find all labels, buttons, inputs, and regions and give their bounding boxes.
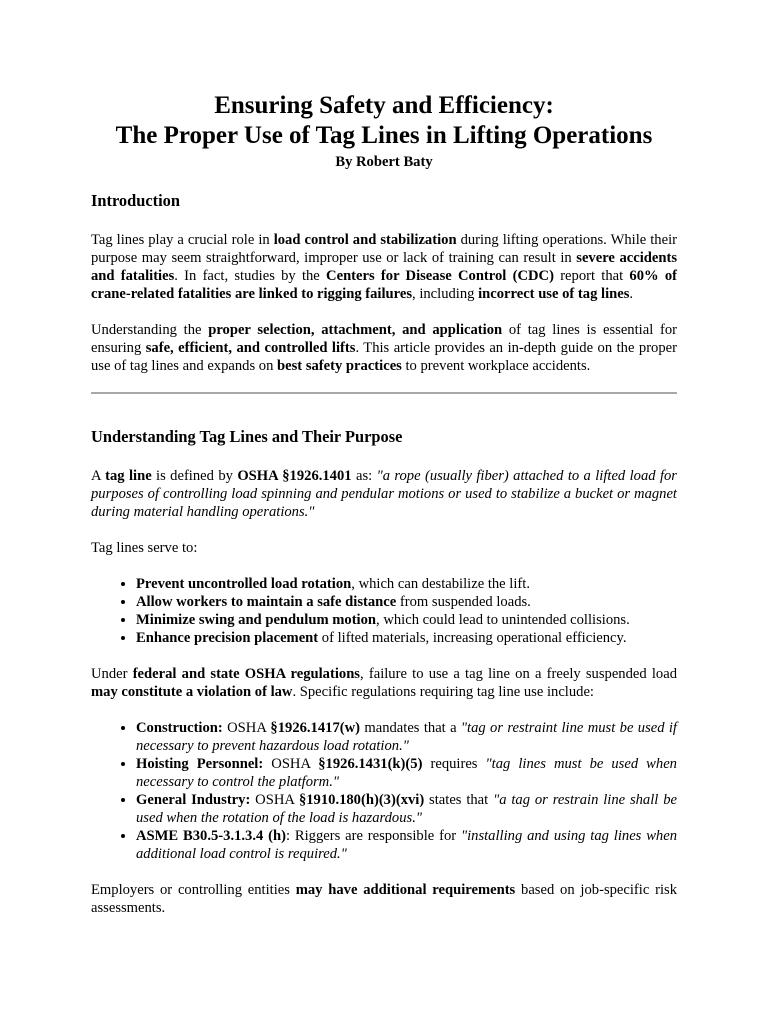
list-item bbox=[136, 629, 677, 647]
section-divider bbox=[91, 392, 677, 394]
italic-quote-run: "a tag or restrain line shall be used when the rotation of the load is hazardous." bbox=[136, 792, 677, 826]
closing-paragraph bbox=[91, 881, 677, 917]
bold-run: severe accidents and fatalities bbox=[91, 250, 678, 284]
bold-run: load control and stabilization bbox=[273, 232, 457, 248]
bold-run: Hoisting Personnel: bbox=[136, 756, 264, 772]
bold-run: §1926.1417(w) bbox=[270, 720, 361, 736]
list-item bbox=[136, 827, 677, 863]
bold-run: may have additional requirements bbox=[295, 882, 516, 898]
text-run: . In fact, studies by the bbox=[174, 268, 327, 284]
text-run: , failure to use a tag line on a freely suspended load bbox=[360, 666, 678, 682]
tag-line-definition-paragraph bbox=[91, 467, 677, 521]
bold-run: safe, efficient, and controlled lifts bbox=[145, 340, 356, 356]
text-run: as: bbox=[351, 468, 377, 484]
document-title bbox=[91, 91, 677, 151]
bold-run: ASME B30.5-3.1.3.4 (h) bbox=[136, 828, 286, 844]
bold-run: Centers for Disease Control (CDC) bbox=[326, 268, 554, 284]
list-item bbox=[136, 791, 677, 827]
text-run: Tag lines play a crucial role in bbox=[91, 232, 274, 248]
title-line-2: The Proper Use of Tag Lines in Lifting Operations bbox=[115, 122, 653, 149]
text-run: , which could lead to unintended collisions. bbox=[376, 612, 630, 628]
text-run: OSHA bbox=[250, 792, 299, 808]
list-item bbox=[136, 719, 677, 755]
text-run: to prevent workplace accidents. bbox=[401, 358, 591, 374]
bold-run: OSHA §1926.1401 bbox=[237, 468, 352, 484]
list-item bbox=[136, 575, 677, 593]
list-item bbox=[136, 593, 677, 611]
bold-run: Enhance precision placement bbox=[136, 630, 319, 646]
text-run: based on job-specific risk assessments. bbox=[91, 882, 677, 916]
tag-line-purposes-list bbox=[91, 575, 677, 647]
author-byline: By Robert Baty bbox=[335, 154, 433, 170]
italic-quote-run: "tag or restraint line must be used if necessary to prevent hazardous load rotation." bbox=[136, 720, 677, 754]
text-run: Understanding the bbox=[91, 322, 209, 338]
text-run: requires bbox=[422, 756, 486, 772]
bold-run: §1910.180(h)(3)(xvi) bbox=[298, 792, 425, 808]
bold-run: best safety practices bbox=[277, 358, 402, 374]
bold-run: General Industry: bbox=[136, 792, 251, 808]
bold-run: Construction: bbox=[136, 720, 223, 736]
text-run: is defined by bbox=[151, 468, 238, 484]
list-item bbox=[136, 611, 677, 629]
bold-run: §1926.1431(k)(5) bbox=[318, 756, 423, 772]
bold-run: Allow workers to maintain a safe distance bbox=[136, 594, 397, 610]
text-run: , which can destabilize the lift. bbox=[351, 576, 530, 592]
italic-quote-run: "a rope (usually fiber) attached to a lifted load for purposes of controlling load spinning and pendular motions or used to stabilize a bucket or magnet during material handling operations." bbox=[91, 468, 677, 520]
text-run: . This article provides an in-depth guide on the proper use of tag lines and expands on bbox=[91, 340, 677, 374]
text-run: . Specific regulations requiring tag line use include: bbox=[292, 684, 594, 700]
title-line-1: Ensuring Safety and Efficiency: bbox=[214, 92, 554, 119]
italic-quote-run: "installing and using tag lines when additional load control is required." bbox=[136, 828, 678, 862]
section-heading-introduction: Introduction bbox=[91, 191, 180, 210]
text-run: of tag lines is essential for ensuring bbox=[91, 322, 677, 356]
text-run: Employers or controlling entities bbox=[91, 882, 296, 898]
bold-run: 60% of crane-related fatalities are linked to rigging failures bbox=[91, 268, 678, 302]
text-run: states that bbox=[424, 792, 494, 808]
bold-run: tag line bbox=[105, 468, 152, 484]
list-item bbox=[136, 755, 677, 791]
regulations-intro-paragraph bbox=[91, 665, 677, 701]
text-run: . bbox=[629, 286, 634, 302]
text-run: from suspended loads. bbox=[396, 594, 531, 610]
italic-quote-run: "tag lines must be used when necessary to control the platform." bbox=[136, 756, 677, 790]
bold-run: may constitute a violation of law bbox=[91, 684, 293, 700]
text-run: : Riggers are responsible for bbox=[285, 828, 461, 844]
text-run: , including bbox=[412, 286, 479, 302]
section-heading-purpose: Understanding Tag Lines and Their Purpose bbox=[91, 427, 403, 446]
text-run: mandates that a bbox=[360, 720, 461, 736]
text-run: Under bbox=[91, 666, 133, 682]
bold-run: Minimize swing and pendulum motion bbox=[136, 612, 377, 628]
intro-paragraph-1 bbox=[91, 231, 677, 303]
bold-run: incorrect use of tag lines bbox=[478, 286, 630, 302]
text-run: during lifting operations. While their purpose may seem straightforward, improper use or lack of training can result in bbox=[91, 232, 677, 266]
serve-intro-paragraph: Tag lines serve to: bbox=[91, 540, 198, 556]
text-run: A bbox=[91, 468, 106, 484]
text-run: of lifted materials, increasing operational efficiency. bbox=[318, 630, 627, 646]
text-run: OSHA bbox=[222, 720, 271, 736]
bold-run: federal and state OSHA regulations bbox=[132, 666, 360, 682]
bold-run: proper selection, attachment, and application bbox=[208, 322, 503, 338]
regulations-list bbox=[91, 719, 677, 863]
text-run: OSHA bbox=[263, 756, 319, 772]
intro-paragraph-2 bbox=[91, 321, 677, 375]
text-run: report that bbox=[553, 268, 630, 284]
bold-run: Prevent uncontrolled load rotation bbox=[136, 576, 352, 592]
